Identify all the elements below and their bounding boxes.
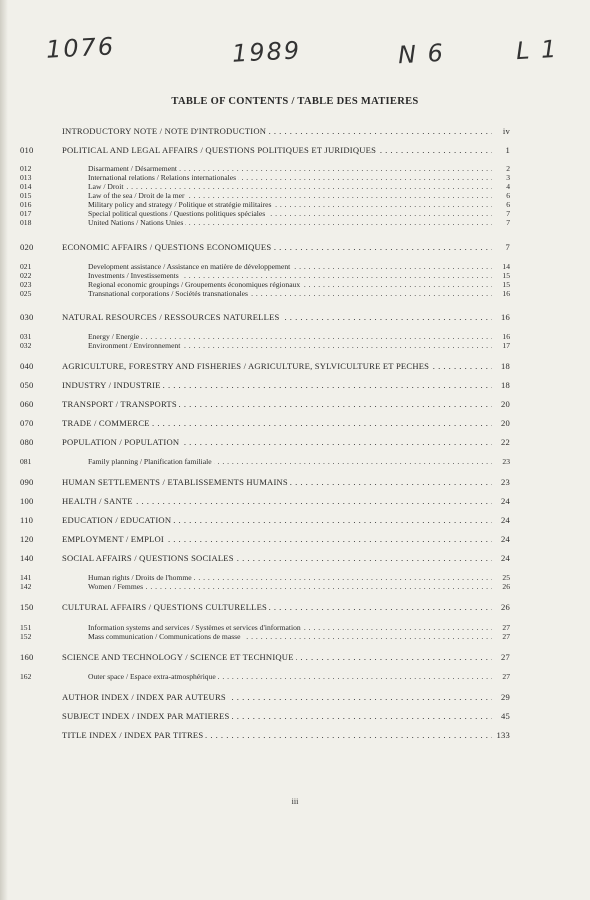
handwritten-annotation: L 1	[515, 34, 559, 66]
toc-entry	[20, 418, 510, 428]
toc-entry	[20, 515, 510, 525]
handwritten-annotation: 1989	[231, 36, 302, 68]
toc-entry-label: CULTURAL AFFAIRS / QUESTIONS CULTURELLES	[62, 602, 268, 612]
toc-entry-label: INDUSTRY / INDUSTRIE	[62, 380, 161, 390]
toc-entry-label-container	[88, 672, 492, 682]
toc-entry-label-container	[88, 457, 492, 467]
toc-entry-label-container	[88, 341, 492, 351]
page-number: iii	[291, 797, 299, 806]
toc-entry-page: 15	[502, 271, 510, 280]
toc-entry-page: 22	[501, 437, 510, 447]
toc-entry-label: Transnational corporations / Sociétés transnationales	[88, 289, 248, 298]
toc-entry-label-container	[62, 477, 492, 487]
toc-entry-code: 023	[20, 280, 32, 289]
toc-entry-code: 021	[20, 262, 32, 271]
toc-entry	[20, 312, 510, 322]
toc-entry-code: 110	[20, 515, 34, 525]
toc-entry-label: TRADE / COMMERCE	[62, 418, 150, 428]
toc-entry-label-container	[62, 602, 492, 612]
toc-entry-label: AGRICULTURE, FORESTRY AND FISHERIES / AGRICULTURE, SYLVICULTURE ET PECHES	[62, 361, 430, 371]
toc-entry	[20, 399, 510, 409]
toc-entry-page: 24	[501, 553, 510, 563]
toc-entry	[20, 632, 510, 642]
toc-entry-label: TRANSPORT / TRANSPORTS	[62, 399, 177, 409]
toc-entry-label: United Nations / Nations Unies	[88, 218, 184, 227]
toc-entry	[20, 126, 510, 136]
toc-entry-label: POPULATION / POPULATION	[62, 437, 180, 447]
toc-entry-label: Information systems and services / Systèmes et services d'information	[88, 623, 301, 632]
toc-entry-page: 26	[501, 602, 510, 612]
toc-entry-page: 23	[501, 477, 510, 487]
toc-entry-label: Energy / Energie	[88, 332, 140, 341]
toc-entry-page: 16	[502, 289, 510, 298]
toc-entry-page: 7	[506, 218, 510, 227]
toc-entry-page: 16	[501, 312, 510, 322]
toc-entry-label-container	[62, 145, 492, 155]
toc-entry-label: INTRODUCTORY NOTE / NOTE D'INTRODUCTION	[62, 126, 267, 136]
toc-entry-label: Family planning / Planification familiale	[88, 457, 212, 466]
toc-entry-page: 15	[502, 280, 510, 289]
toc-entry-label: ECONOMIC AFFAIRS / QUESTIONS ECONOMIQUES	[62, 242, 272, 252]
toc-entry	[20, 602, 510, 612]
toc-entry-label-container	[62, 126, 492, 136]
toc-entry	[20, 145, 510, 155]
toc-entry	[20, 534, 510, 544]
toc-entry-page: 24	[501, 515, 510, 525]
toc-entry-code: 142	[20, 582, 32, 591]
toc-entry-label: NATURAL RESOURCES / RESSOURCES NATURELLES	[62, 312, 280, 322]
toc-entry-code: 151	[20, 623, 32, 632]
toc-entry-code: 100	[20, 496, 34, 506]
toc-entry-label-container	[62, 711, 492, 721]
toc-entry-label-container	[88, 582, 492, 592]
toc-entry-label-container	[62, 496, 492, 506]
toc-entry-page: 17	[502, 341, 510, 350]
toc-entry	[20, 496, 510, 506]
toc-entry-page: 3	[506, 173, 510, 182]
toc-entry	[20, 457, 510, 467]
toc-entry-label-container	[62, 534, 492, 544]
toc-entry-label: HUMAN SETTLEMENTS / ETABLISSEMENTS HUMAINS	[62, 477, 288, 487]
toc-entry	[20, 477, 510, 487]
toc-entry	[20, 361, 510, 371]
toc-entry-label: Military policy and strategy / Politique et stratégie militaires	[88, 200, 272, 209]
toc-entry-page: 27	[502, 672, 510, 681]
toc-entry-label: SUBJECT INDEX / INDEX PAR MATIERES	[62, 711, 230, 721]
toc-entry-code: 140	[20, 553, 34, 563]
toc-entry-code: 040	[20, 361, 34, 371]
toc-entry-label: Environment / Environnement	[88, 341, 181, 350]
toc-entry-code: 012	[20, 164, 32, 173]
handwritten-annotation: N 6	[397, 38, 446, 70]
toc-entry-page: 27	[502, 632, 510, 641]
toc-entry-label-container	[62, 437, 492, 447]
toc-entry-label: EDUCATION / EDUCATION	[62, 515, 172, 525]
toc-entry-label: Law of the sea / Droit de la mer	[88, 191, 185, 200]
toc-entry	[20, 711, 510, 721]
toc-entry-page: 7	[506, 209, 510, 218]
page-edge	[0, 0, 8, 900]
toc-entry	[20, 652, 510, 662]
toc-entry	[20, 692, 510, 702]
toc-entry-code: 025	[20, 289, 32, 298]
toc-entry-label: Special political questions / Questions politiques spéciales	[88, 209, 266, 218]
toc-entry-label: Development assistance / Assistance en matière de développement	[88, 262, 291, 271]
toc-entry-code: 016	[20, 200, 32, 209]
toc-entry-code: 120	[20, 534, 34, 544]
toc-entry-code: 050	[20, 380, 34, 390]
toc-entry-code: 022	[20, 271, 32, 280]
toc-entry-label-container	[62, 361, 492, 371]
toc-entry-code: 017	[20, 209, 32, 218]
toc-entry-label: HEALTH / SANTE	[62, 496, 133, 506]
toc-entry-page: 24	[501, 496, 510, 506]
handwritten-annotation: 1076	[45, 32, 116, 64]
toc-entry-label: AUTHOR INDEX / INDEX PAR AUTEURS	[62, 692, 226, 702]
toc-entry-label: Disarmament / Désarmement	[88, 164, 177, 173]
page-title: TABLE OF CONTENTS / TABLE DES MATIERES	[171, 96, 419, 107]
toc-entry-label-container	[62, 515, 492, 525]
toc-entry-code: 090	[20, 477, 34, 487]
toc-entry	[20, 437, 510, 447]
toc-entry-code: 070	[20, 418, 34, 428]
toc-entry-code: 060	[20, 399, 34, 409]
toc-entry-label-container	[62, 242, 492, 252]
toc-entry-page: 18	[501, 380, 510, 390]
toc-entry-code: 020	[20, 242, 34, 252]
toc-entry-code: 160	[20, 652, 34, 662]
toc-entry-page: 20	[501, 418, 510, 428]
toc-entry	[20, 341, 510, 351]
toc-entry-label: Women / Femmes	[88, 582, 144, 591]
toc-entry-code: 031	[20, 332, 32, 341]
toc-entry-page: 27	[501, 652, 510, 662]
toc-entry-page: 4	[506, 182, 510, 191]
toc-entry-code: 080	[20, 437, 34, 447]
toc-entry-page: 14	[502, 262, 510, 271]
toc-entry-code: 081	[20, 457, 32, 466]
toc-entry-page: 20	[501, 399, 510, 409]
toc-entry-page: 27	[502, 623, 510, 632]
toc-entry-label-container	[88, 218, 492, 228]
toc-entry-page: 133	[496, 730, 510, 740]
toc-entry-label: EMPLOYMENT / EMPLOI	[62, 534, 164, 544]
toc-entry-page: 26	[502, 582, 510, 591]
toc-entry-code: 141	[20, 573, 32, 582]
toc-entry-label: Investments / Investissements	[88, 271, 179, 280]
toc-entry-page: 24	[501, 534, 510, 544]
toc-entry	[20, 672, 510, 682]
toc-entry-label: Law / Droit	[88, 182, 124, 191]
toc-entry-label: Outer space / Espace extra-atmosphérique	[88, 672, 216, 681]
toc-entry	[20, 582, 510, 592]
toc-entry-code: 030	[20, 312, 34, 322]
toc-entry	[20, 289, 510, 299]
toc-entry-label: SCIENCE AND TECHNOLOGY / SCIENCE ET TECHNIQUE	[62, 652, 294, 662]
toc-entry-page: 18	[501, 361, 510, 371]
toc-entry	[20, 218, 510, 228]
toc-entry-page: 45	[501, 711, 510, 721]
toc-entry-code: 013	[20, 173, 32, 182]
toc-entry-label-container	[62, 553, 492, 563]
toc-entry-label: TITLE INDEX / INDEX PAR TITRES	[62, 730, 204, 740]
toc-entry	[20, 242, 510, 252]
toc-entry-page: iv	[502, 126, 510, 136]
toc-entry-code: 150	[20, 602, 34, 612]
toc-entry-page: 2	[506, 164, 510, 173]
toc-entry-label-container	[62, 418, 492, 428]
toc-entry-page: 6	[506, 191, 510, 200]
toc-entry	[20, 730, 510, 740]
toc-entry-code: 014	[20, 182, 32, 191]
toc-entry-label-container	[62, 399, 492, 409]
toc-entry	[20, 553, 510, 563]
toc-entry-label-container	[62, 652, 492, 662]
toc-entry-page: 25	[502, 573, 510, 582]
toc-entry-label: Human rights / Droits de l'homme	[88, 573, 192, 582]
toc-entry-label: POLITICAL AND LEGAL AFFAIRS / QUESTIONS POLITIQUES ET JURIDIQUES	[62, 145, 377, 155]
toc-entry-label: SOCIAL AFFAIRS / QUESTIONS SOCIALES	[62, 553, 234, 563]
toc-entry-code: 032	[20, 341, 32, 350]
toc-entry-page: 29	[501, 692, 510, 702]
toc-entry-label: Regional economic groupings / Groupements économiques régionaux	[88, 280, 301, 289]
toc-entry-page: 23	[502, 457, 510, 466]
toc-entry-page: 7	[505, 242, 510, 252]
toc-entry	[20, 380, 510, 390]
toc-entry-page: 16	[502, 332, 510, 341]
toc-entry-label-container	[88, 632, 492, 642]
toc-entry-label: International relations / Relations internationales	[88, 173, 237, 182]
toc-entry-label: Mass communication / Communications de masse	[88, 632, 241, 641]
toc-entry-code: 152	[20, 632, 32, 641]
toc-entry-code: 015	[20, 191, 32, 200]
toc-entry-label-container	[88, 289, 492, 299]
toc-entry-code: 010	[20, 145, 34, 155]
toc-entry-page: 6	[506, 200, 510, 209]
toc-entry-code: 018	[20, 218, 32, 227]
toc-entry-page: 1	[505, 145, 510, 155]
toc-entry-label-container	[62, 692, 492, 702]
toc-entry-label-container	[62, 730, 492, 740]
toc-entry-label-container	[62, 312, 492, 322]
toc-entry-code: 162	[20, 672, 32, 681]
toc-entry-label-container	[62, 380, 492, 390]
